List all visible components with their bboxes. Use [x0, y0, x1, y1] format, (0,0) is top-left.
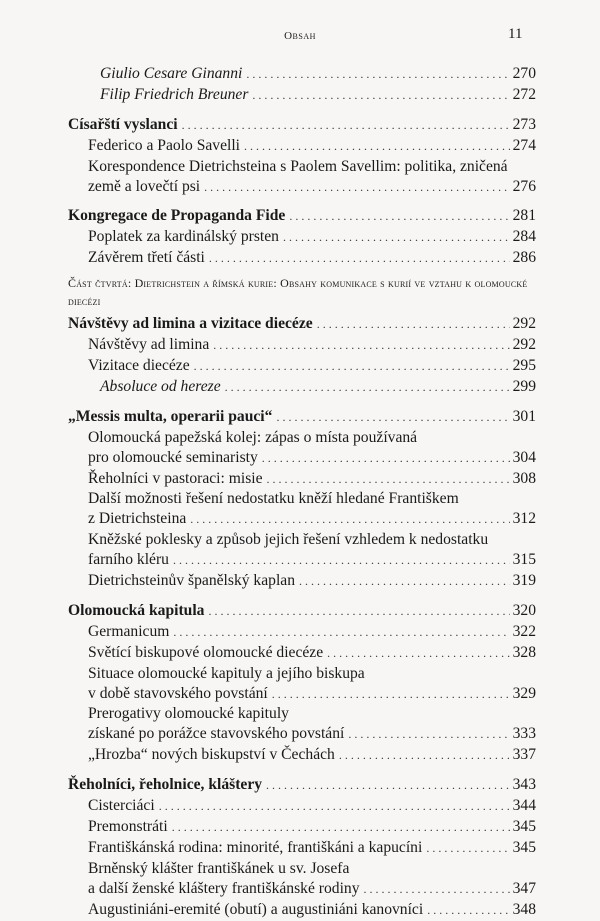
dot-leader — [272, 685, 510, 705]
toc-page-number: 347 — [512, 879, 536, 897]
toc-entry-title: Giulio Cesare Ginanni — [100, 65, 243, 82]
toc-chapter-entry[interactable] — [68, 206, 536, 227]
dot-leader — [348, 725, 509, 745]
page-number: 11 — [508, 26, 523, 42]
toc-page-number: 322 — [512, 622, 536, 640]
toc-entry[interactable] — [68, 664, 536, 684]
dot-leader — [244, 137, 510, 157]
toc-entry[interactable] — [68, 356, 536, 377]
toc-page-number: 295 — [512, 356, 536, 374]
toc-entry-title: „Hrozba“ nových biskupství v Čechách — [88, 746, 335, 764]
toc-entry[interactable] — [68, 643, 536, 664]
dot-leader — [339, 746, 510, 766]
toc-entry[interactable] — [68, 227, 536, 248]
toc-entry[interactable] — [68, 530, 536, 550]
toc-entry-title: Františkánská rodina: minorité, františkáni a kapucíni — [88, 838, 423, 856]
toc-page-number: 301 — [512, 407, 536, 425]
dot-leader — [426, 839, 509, 859]
toc-entry-title: Návštěvy ad limina — [88, 336, 210, 354]
toc-entry-title: Prerogativy olomoucké kapituly — [88, 705, 289, 723]
toc-entry[interactable] — [68, 796, 536, 817]
toc-page-number: 343 — [512, 776, 536, 794]
toc-entry-continuation[interactable] — [68, 879, 536, 900]
toc-entry-title: Germanicum — [88, 622, 170, 640]
toc-entry-title: Další možnosti řešení nedostatku kněží hledané Františkem — [88, 490, 459, 508]
toc-entry[interactable] — [68, 859, 536, 879]
toc-entry-title: Poplatek za kardinálský prsten — [88, 228, 279, 246]
toc-entry-title: Kongregace de Propaganda Fide — [68, 207, 286, 225]
toc-entry[interactable] — [68, 85, 536, 106]
toc-entry-continuation[interactable] — [68, 724, 536, 745]
section-gap — [68, 197, 536, 206]
toc-page-number: 281 — [512, 207, 536, 225]
toc-page-number: 333 — [512, 725, 536, 743]
dot-leader — [364, 880, 510, 900]
dot-leader — [317, 315, 510, 335]
toc-chapter-entry[interactable] — [68, 115, 536, 136]
toc-chapter-entry[interactable] — [68, 601, 536, 622]
dot-leader — [252, 86, 509, 106]
toc-entry-title: Řeholníci, řeholnice, kláštery — [68, 776, 263, 794]
dot-leader — [289, 207, 509, 227]
dot-leader — [299, 572, 510, 592]
dot-leader — [159, 797, 510, 817]
toc-entry-title: Augustiniáni-eremité (obutí) a augustiniáni kanovníci — [88, 900, 424, 918]
dot-leader — [427, 901, 509, 921]
toc-entry[interactable] — [68, 157, 536, 177]
dot-leader — [173, 623, 509, 643]
toc-entry-title: Olomoucká kapitula — [68, 601, 205, 619]
dot-leader — [190, 510, 509, 530]
toc-entry-title: a další ženské kláštery františkánské rodiny — [88, 879, 360, 897]
toc-entry[interactable] — [68, 248, 536, 269]
toc-entry[interactable] — [68, 428, 536, 448]
dot-leader — [209, 249, 510, 269]
toc-entry-title: Světící biskupové olomoucké diecéze — [88, 643, 324, 661]
toc-entry-title: Dietrichsteinův španělský kaplan — [88, 572, 295, 590]
toc-entry[interactable] — [68, 838, 536, 859]
dot-leader — [246, 65, 509, 85]
dot-leader — [208, 602, 509, 622]
toc-entry-title: farního kléru — [88, 551, 169, 569]
toc-page-number: 329 — [512, 684, 536, 702]
toc-chapter-entry[interactable] — [68, 314, 536, 335]
running-header-title: Obsah — [284, 30, 316, 42]
toc-entry-title: Řeholníci v pastoraci: misie — [88, 469, 263, 487]
toc-entry-title: Federico a Paolo Savelli — [88, 136, 241, 154]
toc-entry-title: Císařští vyslanci — [68, 115, 178, 133]
toc-entry-title: Vizitace diecéze — [88, 356, 190, 374]
toc-entry-title: Brněnský klášter františkánek u sv. Josefa — [88, 859, 350, 877]
dot-leader — [267, 470, 510, 490]
toc-page-number: 284 — [512, 228, 536, 246]
toc-entry-continuation[interactable] — [68, 177, 536, 198]
dot-leader — [327, 644, 509, 664]
toc-page-number: 315 — [512, 551, 536, 569]
toc-entry[interactable] — [68, 489, 536, 509]
dot-leader — [182, 116, 510, 136]
table-of-contents — [68, 64, 536, 921]
toc-page-number: 345 — [512, 818, 536, 835]
toc-entry[interactable] — [68, 900, 536, 921]
dot-leader — [262, 449, 510, 469]
toc-page-number: 292 — [512, 315, 536, 333]
section-gap — [68, 398, 536, 407]
dot-leader — [283, 228, 510, 248]
toc-entry[interactable] — [68, 817, 536, 838]
toc-page-number: 312 — [512, 510, 536, 528]
toc-chapter-entry[interactable] — [68, 407, 536, 428]
toc-entry-title: „Messis multa, operarii pauci“ — [68, 407, 273, 425]
toc-entry[interactable] — [68, 335, 536, 356]
toc-entry-title: Olomoucká papežská kolej: zápas o místa používaná — [88, 428, 418, 446]
toc-page-number: 304 — [512, 448, 536, 466]
toc-entry-title: Situace olomoucké kapituly a jejího biskupa — [88, 664, 365, 682]
dot-leader — [173, 551, 510, 571]
section-gap — [68, 592, 536, 601]
toc-entry-title: Premonstráti — [88, 818, 168, 835]
toc-page-number: 270 — [512, 65, 536, 82]
toc-entry-continuation[interactable] — [68, 509, 536, 530]
toc-page-number: 320 — [512, 601, 536, 619]
toc-chapter-entry[interactable] — [68, 775, 536, 796]
toc-page-number: 344 — [512, 797, 536, 815]
toc-page-number: 292 — [512, 336, 536, 354]
toc-entry-title: pro olomoucké seminaristy — [88, 448, 258, 466]
dot-leader — [194, 357, 510, 377]
toc-entry[interactable] — [68, 571, 536, 592]
toc-page-number: 276 — [512, 177, 536, 195]
toc-entry[interactable] — [68, 136, 536, 157]
toc-entry-title: získané po porážce stavovského povstání — [88, 725, 345, 743]
toc-entry-title: Absoluce od hereze — [100, 377, 221, 395]
toc-entry-title: Závěrem třetí části — [88, 249, 205, 267]
toc-page-number: 272 — [512, 85, 536, 103]
toc-page-number: 286 — [512, 249, 536, 267]
toc-page-number: 274 — [512, 136, 536, 154]
toc-entry[interactable] — [68, 377, 536, 398]
toc-page-number: 319 — [512, 572, 536, 590]
toc-entry-title: Korespondence Dietrichsteina s Paolem Savellim: politika, zničená — [88, 157, 508, 175]
section-gap — [68, 766, 536, 775]
dot-leader — [204, 178, 509, 198]
toc-page-number: 308 — [512, 469, 536, 487]
toc-page-number: 345 — [512, 838, 536, 856]
toc-entry[interactable] — [68, 622, 536, 643]
toc-page-number: 299 — [512, 377, 536, 395]
toc-entry[interactable] — [68, 64, 536, 85]
toc-entry[interactable] — [68, 704, 536, 724]
dot-leader — [266, 776, 510, 796]
dot-leader — [172, 818, 510, 838]
toc-entry[interactable] — [68, 469, 536, 490]
dot-leader — [225, 378, 510, 398]
toc-entry-continuation[interactable] — [68, 684, 536, 705]
toc-entry-continuation[interactable] — [68, 448, 536, 469]
toc-entry-continuation[interactable] — [68, 550, 536, 571]
toc-entry-title: Kněžské poklesky a způsob jejich řešení vzhledem k nedostatku — [88, 531, 489, 549]
toc-entry-title: v době stavovského povstání — [88, 684, 268, 702]
toc-entry-title: Návštěvy ad limina a vizitace diecéze — [68, 315, 313, 333]
toc-entry-title: Filip Friedrich Breuner — [100, 85, 249, 103]
toc-entry-title: z Dietrichsteina — [88, 510, 187, 528]
toc-page-number: 348 — [512, 900, 536, 918]
toc-page-number: 337 — [512, 746, 536, 764]
toc-entry[interactable] — [68, 745, 536, 766]
toc-page-number: 273 — [512, 115, 536, 133]
dot-leader — [213, 336, 509, 356]
toc-page-number: 328 — [512, 643, 536, 661]
dot-leader — [276, 408, 509, 428]
part-heading: Část čtvrtá: Dietrichstein a římská kurie: Obsahy komunikace s kurií ve vztahu k olomoucké diecézi — [68, 276, 528, 309]
toc-entry-title: Cisterciáci — [88, 797, 155, 815]
section-gap — [68, 106, 536, 115]
toc-entry-title: země a lovečtí psi — [88, 177, 201, 195]
